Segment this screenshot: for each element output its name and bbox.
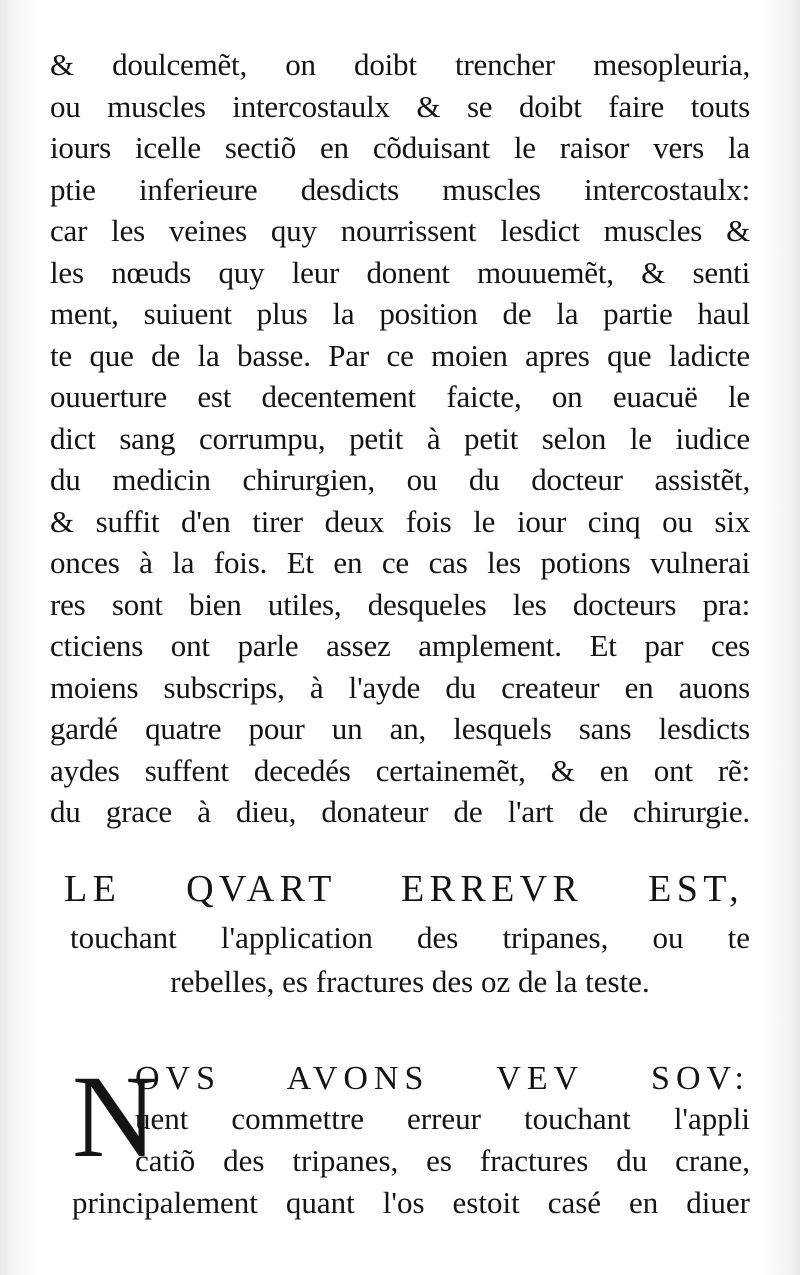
text-line: du medicin chirurgien, ou du docteur assistẽt, [50, 462, 750, 497]
heading-subtitle-line: rebelles, es fractures des oz de la teste. [170, 964, 650, 999]
text-line: onces à la fois. Et en ce cas les potions vulnerai [50, 545, 750, 580]
text-line: catiõ des tripanes, es fractures du crane, [135, 1143, 750, 1178]
text-line: principalement quant l'os estoit casé en diuer [72, 1185, 750, 1220]
text-line: ouuerture est decentement faicte, on euacuë le [50, 379, 750, 414]
text-line: uent commettre erreur touchant l'appli [135, 1101, 750, 1136]
text-line: & suffit d'en tirer deux fois le iour cinq ou six [50, 503, 750, 539]
text-line: te que de la basse. Par ce moien apres que ladicte [50, 337, 750, 373]
opening-paragraph [50, 1051, 750, 1228]
text-line: iours icelle sectiõ en cõduisant le raisor vers la [50, 130, 750, 165]
text-line: car les veines quy nourrissent lesdict muscles & [50, 213, 750, 248]
chapter-heading [50, 862, 750, 1004]
text-line: cticiens ont parle assez amplement. Et par ces [50, 628, 750, 663]
text-line: dict sang corrumpu, petit à petit selon le iudice [50, 420, 750, 456]
text-line: ptie inferieure desdicts muscles intercostaulx: [50, 171, 750, 207]
body-paragraph [50, 44, 750, 833]
text-line: res sont bien utiles, desqueles les docteurs pra: [50, 586, 750, 622]
text-line: & doulcemẽt, on doibt trencher mesopleuria, [50, 47, 750, 82]
heading-title: LE QVART ERREVR EST, [64, 868, 744, 910]
text-line: ou muscles intercostaulx & se doibt faire touts [50, 88, 750, 124]
heading-subtitle-line: touchant l'application des tripanes, ou te [70, 920, 750, 955]
text-line: moiens subscrips, à l'ayde du createur en auons [50, 669, 750, 705]
text-line: les nœuds quy leur donent mouuemẽt, & senti [50, 254, 750, 290]
text-line: ment, suiuent plus la position de la partie haul [50, 296, 750, 331]
drop-cap: N [72, 1051, 158, 1182]
small-caps-line: OVS AVONS VEV SOV: [135, 1060, 750, 1097]
text-line: du grace à dieu, donateur de l'art de chirurgie. [50, 794, 750, 829]
text-line: aydes suffent decedés certainemẽt, & en ont rẽ: [50, 752, 750, 788]
text-line: gardé quatre pour un an, lesquels sans lesdicts [50, 711, 750, 746]
